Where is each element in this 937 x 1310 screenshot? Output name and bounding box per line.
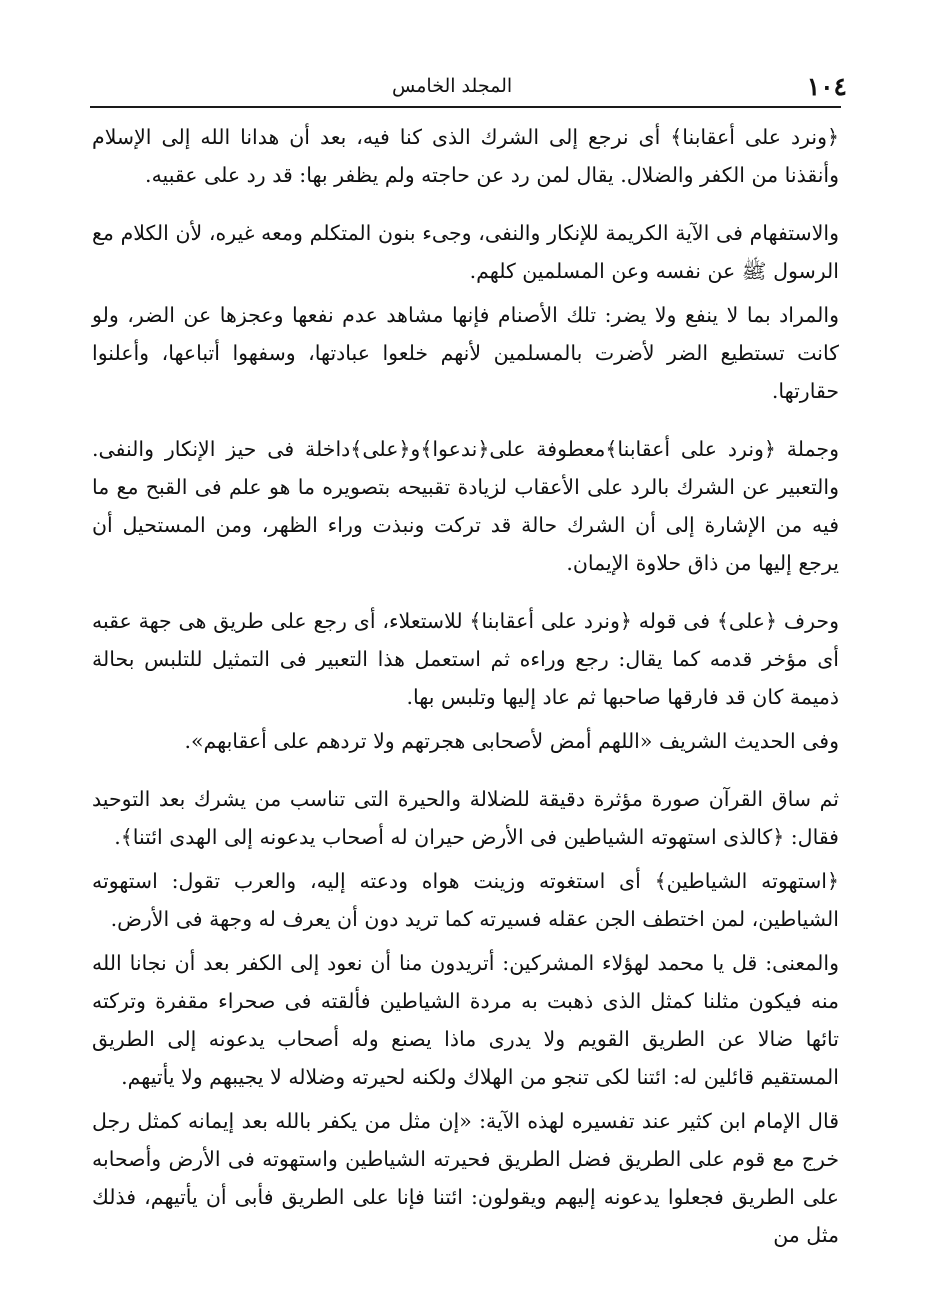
paragraph: وحرف ﴿على﴾ فى قوله ﴿ونرد على أعقابنا﴾ للاستعلاء، أى رجع على طريق هى جهة عقبه أى مؤخر قدمه كما يقال: رجع وراءه ثم استعمل هذا التعبير فى التمثيل للتلبس بحالة ذميمة كان قد فارقها صاحبها ثم عاد إليها وتلبس بها.: [92, 609, 839, 709]
paragraph: والاستفهام فى الآية الكريمة للإنكار والنفى، وجىء بنون المتكلم ومعه غيره، لأن الكلام مع الرسول ﷺ عن نفسه وعن المسلمين كلهم.: [92, 221, 839, 283]
body-text: [92, 118, 839, 1254]
paragraph: ﴿استهوته الشياطين﴾ أى استغوته وزينت هواه ودعته إليه، والعرب تقول: استهوته الشياطين، لمن اختطف الجن عقله فسيرته كما تريد دون أن يعرف له وجهة فى الأرض.: [92, 869, 839, 931]
paragraph: والمراد بما لا ينفع ولا يضر: تلك الأصنام فإنها مشاهد عدم نفعها وعجزها عن الضر، ولو كانت تستطيع الضر لأضرت بالمسلمين لأنهم خلعوا عبادتها، وسفهوا أتباعها، وأعلنوا حقارتها.: [92, 303, 839, 403]
volume-title: المجلد الخامس: [392, 75, 513, 97]
paragraph: ثم ساق القرآن صورة مؤثرة دقيقة للضلالة والحيرة التى تناسب من يشرك بعد التوحيد فقال: ﴿كالذى استهوته الشياطين فى الأرض حيران له أصحاب يدعونه إلى الهدى ائتنا﴾.: [92, 787, 839, 849]
paragraph: وجملة ﴿ونرد على أعقابنا﴾معطوفة على﴿ندعوا﴾و﴿على﴾داخلة فى حيز الإنكار والنفى. والتعبير عن الشرك بالرد على الأعقاب لزيادة تقبيحه بتصويره ما هو علم فى القبح مع ما فيه من الإشارة إلى أن الشرك حالة قد تركت ونبذت وراء الظهر، ومن المستحيل أن يرجع إليها من ذاق حلاوة الإيمان.: [92, 437, 839, 575]
paragraph: ﴿ونرد على أعقابنا﴾ أى نرجع إلى الشرك الذى كنا فيه، بعد أن هدانا الله إلى الإسلام وأنقذنا من الكفر والضلال. يقال لمن رد عن حاجته ولم يظفر بها: قد رد على عقبيه.: [92, 125, 839, 187]
paragraph: والمعنى: قل يا محمد لهؤلاء المشركين: أتريدون منا أن نعود إلى الكفر بعد أن نجانا الله منه فيكون مثلنا كمثل الذى ذهبت به مردة الشياطين فألقته فى صحراء مقفرة وتركته تائها ضالا عن الطريق القويم ولا يدرى ماذا يصنع وله أصحاب يدعونه إلى الطريق المستقيم قائلين له: ائتنا لكى تنجو من الهلاك ولكنه لحيرته وضلاله لا يجيبهم ولا يأتيهم.: [92, 951, 839, 1089]
running-header: [92, 68, 847, 104]
header-divider: [90, 106, 841, 108]
page-number: ١٠٤: [806, 71, 847, 101]
paragraph: وفى الحديث الشريف «اللهم أمض لأصحابى هجرتهم ولا تردهم على أعقابهم».: [184, 729, 839, 753]
paragraph: قال الإمام ابن كثير عند تفسيره لهذه الآية: «إن مثل من يكفر بالله بعد إيمانه كمثل رجل خرج مع قوم على الطريق فضل الطريق فحيرته الشياطين واستهوته فى الأرض وأصحابه على الطريق فجعلوا يدعونه إليهم ويقولون: ائتنا فإنا على الطريق فأبى أن يأتيهم، فذلك مثل من: [92, 1109, 839, 1247]
